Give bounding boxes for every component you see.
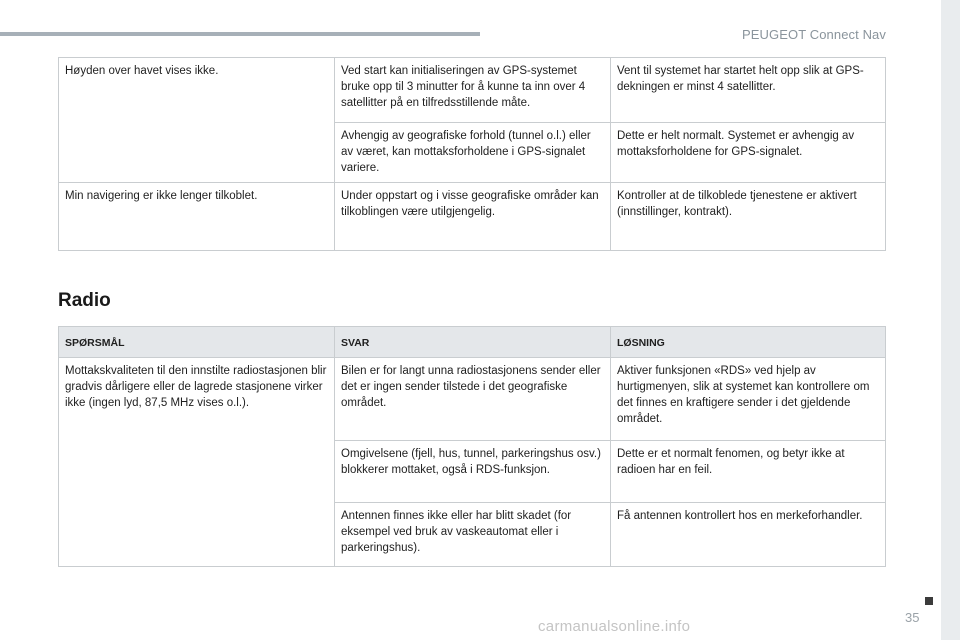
solution-cell: Aktiver funksjonen «RDS» ved hjelp av hurtigmenyen, slik at systemet kan kontrollere om det finnes en kraftigere sender i det gjeldende området. [611,358,886,441]
solution-cell: Dette er helt normalt. Systemet er avhengig av mottaksforholdene for GPS-signalet. [611,123,886,183]
solution-cell: Kontroller at de tilkoblede tjenestene er aktivert (innstillinger, kontrakt). [611,183,886,251]
solution-cell: Dette er et normalt fenomen, og betyr ikke at radioen har en feil. [611,441,886,503]
page-edge-strip [941,0,960,640]
page-number: 35 [905,610,920,625]
answer-cell: Under oppstart og i visse geografiske områder kan tilkoblingen være utilgjengelig. [335,183,611,251]
table-row [59,358,886,441]
manual-title: PEUGEOT Connect Nav [742,27,886,42]
answer-cell: Avhengig av geografiske forhold (tunnel o.l.) eller av været, kan mottaksforholdene i GPS-signalet variere. [335,123,611,183]
column-header-solution: LØSNING [611,327,886,358]
watermark: carmanualsonline.info [538,618,691,635]
table-row [59,183,886,251]
answer-cell: Bilen er for langt unna radiostasjonens sender eller det er ingen sender tilstede i det geografiske området. [335,358,611,441]
column-header-question: SPØRSMÅL [59,327,335,358]
table-header-row [59,327,886,358]
answer-cell: Ved start kan initialiseringen av GPS-systemet bruke opp til 3 minutter for å kunne ta inn over 4 satellitter på en tilfredsstillende måte. [335,58,611,123]
radio-troubleshooting-table [58,326,886,567]
section-heading-radio: Radio [58,290,111,311]
question-cell: Min navigering er ikke lenger tilkoblet. [59,183,335,251]
solution-cell: Vent til systemet har startet helt opp slik at GPS-dekningen er minst 4 satellitter. [611,58,886,123]
gps-troubleshooting-table [58,57,886,251]
table-row [59,58,886,123]
header-rule [0,32,480,36]
solution-cell: Få antennen kontrollert hos en merkeforhandler. [611,503,886,567]
answer-cell: Omgivelsene (fjell, hus, tunnel, parkeringshus osv.) blokkerer mottaket, også i RDS-funksjon. [335,441,611,503]
column-header-answer: SVAR [335,327,611,358]
continuation-marker [925,597,933,605]
question-cell: Mottakskvaliteten til den innstilte radiostasjonen blir gradvis dårligere eller de lagrede stasjonene virker ikke (ingen lyd, 87,5 MHz vises o.l.). [59,358,335,567]
question-cell: Høyden over havet vises ikke. [59,58,335,183]
answer-cell: Antennen finnes ikke eller har blitt skadet (for eksempel ved bruk av vaskeautomat eller i parkeringshus). [335,503,611,567]
